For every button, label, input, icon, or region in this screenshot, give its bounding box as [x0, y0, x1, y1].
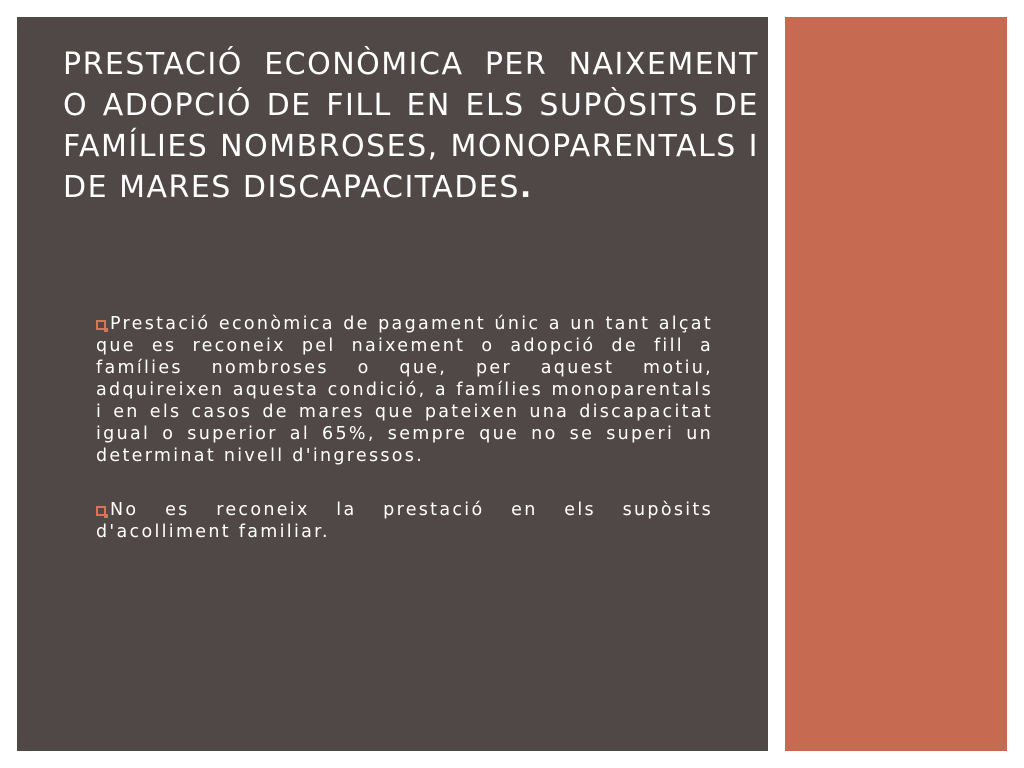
bullet-item: [96, 313, 713, 467]
bullet-list: [96, 313, 713, 575]
slide-title-end: .: [519, 170, 533, 205]
main-content-panel: [17, 17, 768, 751]
slide-title-text: PRESTACIÓ ECONÒMICA PER NAIXEMENT O ADOPCIÓ DE FILL EN ELS SUPÒSITS DE FAMÍLIES NOMBROSES, MONOPARENTALS I DE MARES DISCAPACITADES: [63, 47, 759, 205]
square-bullet-icon: [96, 506, 106, 516]
side-accent-panel: [785, 17, 1007, 751]
bullet-text: No es reconeix la prestació en els supòsits d'acolliment familiar.: [96, 500, 713, 542]
bullet-item: [96, 499, 713, 543]
slide-title: [63, 44, 759, 208]
square-bullet-icon: [96, 320, 106, 330]
bullet-text: Prestació econòmica de pagament únic a un tant alçat que es reconeix pel naixement o adopció de fill a famílies nombroses o que, per aquest motiu, adquireixen aquesta condició, a famílies monoparentals i en els casos de mares que pateixen una discapacitat igual o superior al 65%, sempre que no se superi un determinat nivell d'ingressos.: [96, 314, 713, 466]
